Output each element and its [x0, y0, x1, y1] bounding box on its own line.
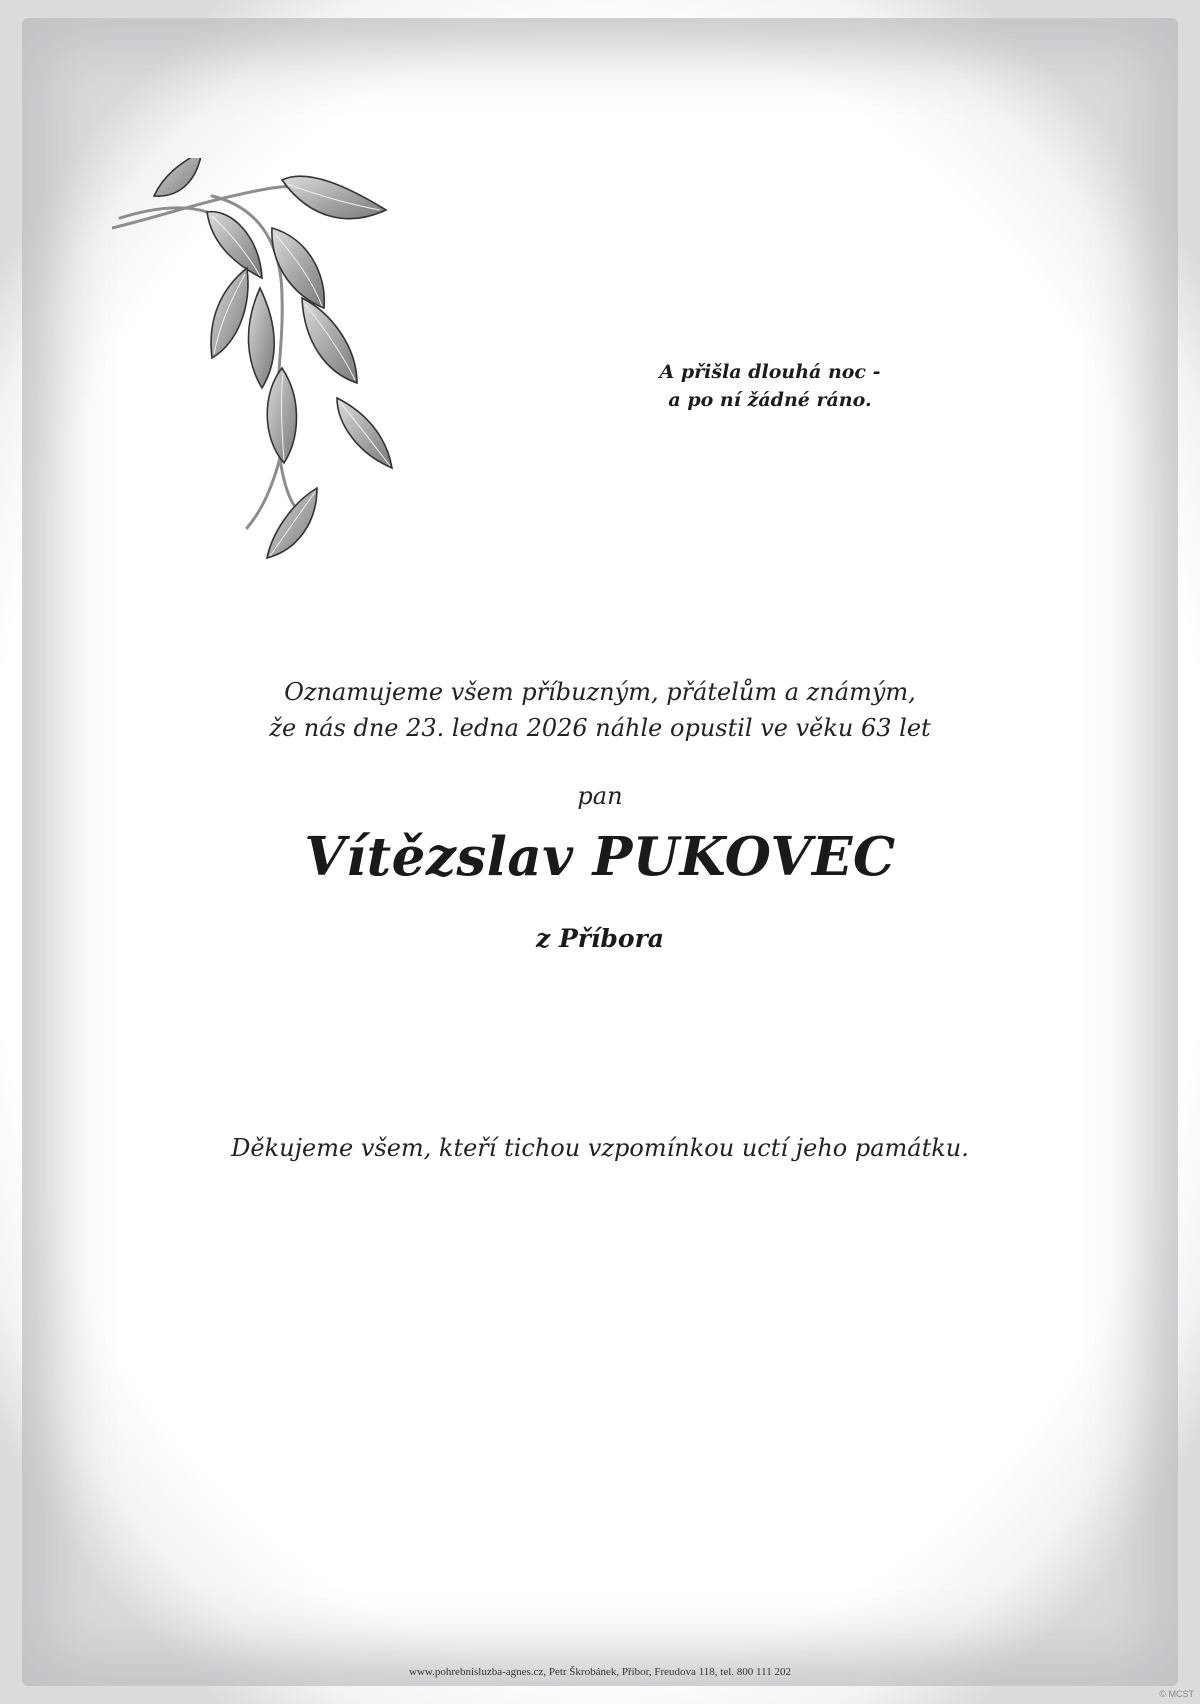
announcement-text: [0, 674, 1200, 746]
motto-line-1: A přišla dlouhá noc -: [659, 361, 881, 383]
thanks-text: Děkujeme všem, kteří tichou vzpomínkou uctí jeho památku.: [231, 1134, 969, 1162]
copyright-mark: © MCST: [1159, 1689, 1194, 1699]
deceased-name: Vítězslav PUKOVEC: [304, 826, 896, 888]
announcement-line-1: Oznamujeme všem příbuzným, přátelům a známým,: [284, 678, 916, 706]
announcement-line-2: že nás dne 23. ledna 2026 náhle opustil ve věku 63 let: [269, 714, 931, 742]
deceased-origin: z Příbora: [536, 924, 664, 953]
leaf-branch-icon: [112, 158, 432, 608]
honorific: pan: [577, 782, 623, 810]
motto-quote: [600, 358, 940, 414]
motto-line-2: a po ní žádné ráno.: [668, 389, 872, 411]
funeral-service-footer: www.pohrebnisluzba-agnes.cz, Petr Škrobánek, Příbor, Freudova 118, tel. 800 111 202: [409, 1666, 791, 1678]
